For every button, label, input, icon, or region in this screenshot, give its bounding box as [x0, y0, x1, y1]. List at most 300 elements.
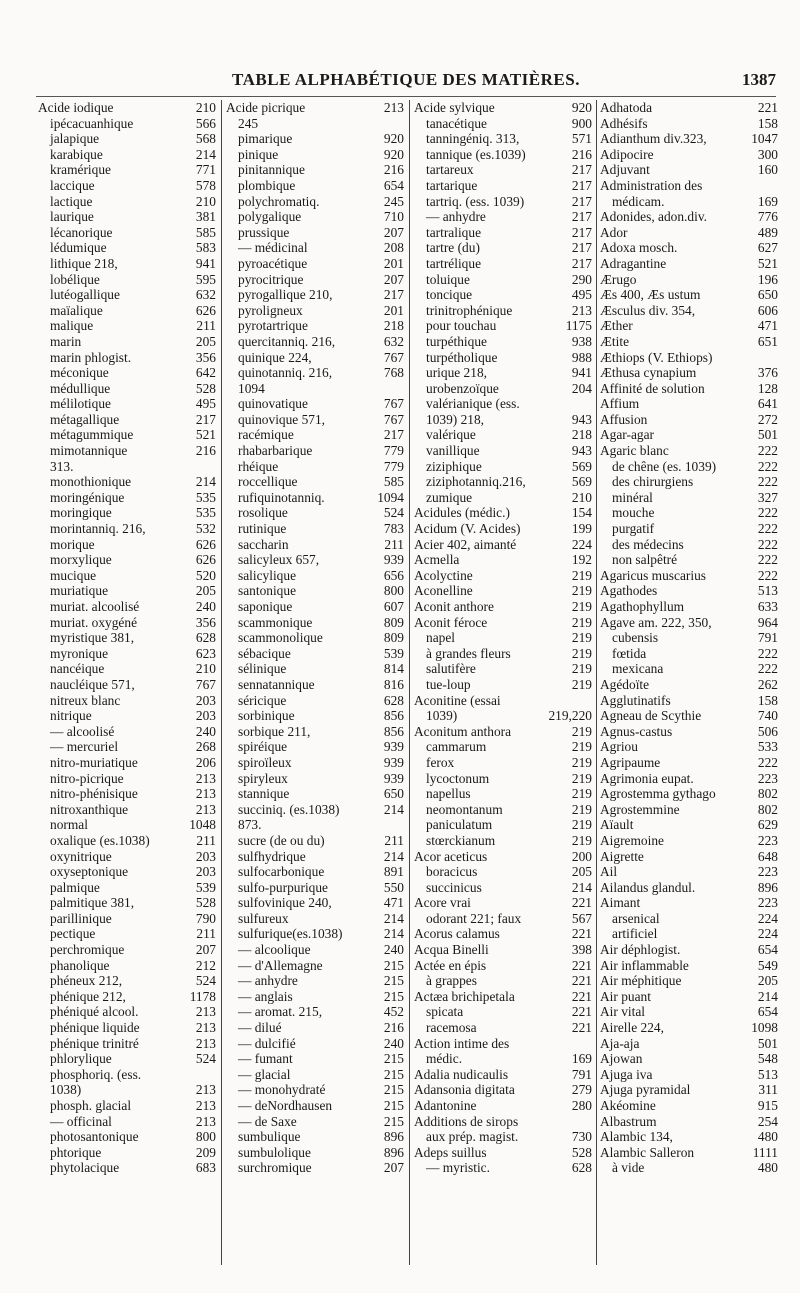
index-entry — [600, 427, 780, 443]
index-entry — [38, 771, 218, 787]
entry-page: 213 — [383, 100, 404, 115]
entry-term: 1039) — [426, 708, 458, 724]
index-entry — [226, 490, 406, 506]
entry-page: 218 — [383, 318, 404, 334]
entry-term: aux prép. magist. — [426, 1129, 519, 1145]
entry-page: 528 — [195, 380, 216, 396]
index-entry — [38, 599, 218, 615]
entry-term: moringénique — [50, 489, 125, 505]
index-entry — [600, 864, 780, 880]
entry-page: 920 — [383, 146, 404, 162]
entry-term: sulfovinique 240, — [238, 895, 332, 911]
entry-term: Acmella — [414, 552, 460, 568]
index-entry — [38, 958, 218, 974]
entry-term: lycoctonum — [426, 770, 490, 786]
entry-page: 988 — [571, 349, 592, 365]
index-entry — [600, 646, 780, 662]
entry-term: Airelle 224, — [600, 1020, 664, 1036]
index-entry — [226, 630, 406, 646]
entry-page: 528 — [571, 1144, 592, 1160]
index-entry — [414, 287, 594, 303]
entry-page: 207 — [195, 942, 216, 958]
index-entry — [600, 396, 780, 412]
entry-page: 196 — [757, 271, 778, 287]
entry-page: 628 — [195, 630, 216, 646]
index-entry — [600, 942, 780, 958]
entry-page: 550 — [383, 879, 404, 895]
entry-term: sulfo-purpurique — [238, 879, 328, 895]
entry-term: Adhésifs — [600, 115, 648, 131]
index-entry — [600, 381, 780, 397]
index-entry — [226, 225, 406, 241]
entry-page: 219 — [571, 739, 592, 755]
entry-term: sorbinique — [238, 708, 295, 724]
entry-term: laurique — [50, 209, 94, 225]
index-entry — [226, 178, 406, 194]
entry-term: Alambic 134, — [600, 1129, 673, 1145]
entry-term: Aconit anthore — [414, 599, 494, 614]
entry-page: 585 — [195, 224, 216, 240]
index-entry — [600, 474, 780, 490]
entry-page: 205 — [195, 583, 216, 599]
index-entry — [600, 849, 780, 865]
entry-page: 199 — [571, 521, 592, 537]
entry-term: Agglutinatifs — [600, 692, 671, 708]
index-entry — [38, 318, 218, 334]
entry-term: valérianique (ess. — [426, 396, 520, 412]
entry-term: Agar-agar — [600, 427, 655, 443]
entry-term: Adragantine — [600, 255, 667, 271]
index-entry — [38, 1145, 218, 1161]
index-entry — [226, 739, 406, 755]
entry-term: plombique — [238, 177, 296, 193]
entry-term: morique — [50, 536, 95, 552]
entry-page: 311 — [758, 1082, 778, 1098]
index-entry — [38, 240, 218, 256]
index-entry — [600, 583, 780, 599]
index-entry — [226, 381, 406, 397]
index-entry — [38, 100, 218, 116]
entry-page: 495 — [571, 287, 592, 303]
entry-term: salicylique — [238, 567, 297, 583]
entry-term: ziziphotanniq.216, — [426, 474, 526, 490]
entry-page: 654 — [757, 942, 778, 958]
index-entry — [38, 1098, 218, 1114]
entry-page: 1098 — [751, 1020, 778, 1036]
index-entry — [414, 505, 594, 521]
index-entry — [600, 895, 780, 911]
entry-page: 710 — [383, 209, 404, 225]
entry-term: polygalique — [238, 209, 302, 225]
index-entry — [414, 334, 594, 350]
entry-term: mucique — [50, 567, 97, 583]
entry-term: 1038) — [50, 1082, 82, 1098]
entry-page: 268 — [195, 739, 216, 755]
entry-page: 941 — [195, 255, 216, 271]
entry-term: odorant 221; faux — [426, 910, 522, 926]
entry-page: 217 — [571, 255, 592, 271]
entry-term: — médicinal — [238, 240, 308, 256]
entry-term: Ajuga pyramidal — [600, 1082, 691, 1098]
entry-term: Ærugo — [600, 271, 637, 287]
index-entry — [38, 505, 218, 521]
index-entry — [600, 1004, 780, 1020]
entry-term: pinitannique — [238, 162, 305, 178]
entry-page: 524 — [195, 973, 216, 989]
index-entry — [414, 880, 594, 896]
entry-page: 245 — [383, 193, 404, 209]
entry-page: 200 — [571, 848, 592, 864]
index-entry — [38, 739, 218, 755]
index-entry — [600, 911, 780, 927]
index-entry — [414, 1129, 594, 1145]
index-entry — [414, 895, 594, 911]
entry-page: 272 — [757, 411, 778, 427]
index-entry — [226, 1145, 406, 1161]
index-entry — [38, 427, 218, 443]
entry-term: 873. — [238, 817, 262, 833]
index-column-1 — [38, 100, 218, 1270]
entry-term: quinotanniq. 216, — [238, 365, 333, 381]
index-entry — [414, 693, 594, 709]
header-rule — [36, 96, 776, 97]
index-entry — [226, 1129, 406, 1145]
entry-term: marin phlogist. — [50, 349, 132, 365]
entry-page: 489 — [757, 224, 778, 240]
entry-term: tartre (du) — [426, 240, 480, 256]
entry-term: Acier 402, aimanté — [414, 536, 517, 552]
index-entry — [414, 240, 594, 256]
index-entry — [414, 256, 594, 272]
entry-page: 648 — [757, 848, 778, 864]
entry-term: Adalia nudicaulis — [414, 1066, 509, 1082]
entry-term: palmitique 381, — [50, 895, 135, 911]
index-entry — [414, 194, 594, 210]
index-entry — [226, 1051, 406, 1067]
index-entry — [414, 958, 594, 974]
entry-term: Acide picrique — [226, 100, 306, 115]
index-entry — [38, 693, 218, 709]
entry-page: 783 — [383, 521, 404, 537]
page-number: 1387 — [742, 70, 776, 89]
entry-page: 915 — [757, 1098, 778, 1113]
entry-term: jalapique — [50, 131, 100, 147]
entry-term: spiroïleux — [238, 754, 292, 770]
entry-page: 217 — [383, 427, 404, 443]
entry-page: 213 — [195, 786, 216, 802]
entry-term: fœtida — [612, 645, 647, 661]
entry-term: parillinique — [50, 910, 112, 926]
index-entry — [226, 771, 406, 787]
index-entry — [38, 194, 218, 210]
index-entry — [226, 864, 406, 880]
entry-page: 223 — [757, 832, 778, 848]
index-entry — [38, 521, 218, 537]
entry-page: 207 — [383, 1160, 404, 1176]
index-entry — [414, 318, 594, 334]
entry-page: 1048 — [189, 817, 216, 833]
entry-term: lithique 218, — [50, 255, 118, 271]
entry-page: 650 — [383, 786, 404, 802]
entry-term: lobélique — [50, 271, 100, 287]
index-entry — [414, 1098, 594, 1114]
entry-page: 222 — [757, 458, 778, 474]
index-entry — [226, 147, 406, 163]
index-entry — [38, 1129, 218, 1145]
entry-page: 224 — [757, 910, 778, 926]
entry-page: 209 — [195, 1144, 216, 1160]
entry-term: Adantonine — [414, 1098, 477, 1113]
index-entry — [226, 537, 406, 553]
index-entry — [414, 490, 594, 506]
index-entry — [600, 552, 780, 568]
entry-page: 219 — [571, 630, 592, 646]
entry-term: surchromique — [238, 1160, 312, 1176]
entry-page: 767 — [383, 349, 404, 365]
entry-term: tanningéniq. 313, — [426, 131, 520, 147]
entry-term: nitro-picrique — [50, 770, 124, 786]
entry-term: Adansonia digitata — [414, 1082, 515, 1098]
entry-page: 201 — [383, 255, 404, 271]
entry-term: phlorylique — [50, 1051, 112, 1067]
entry-term: muriatique — [50, 583, 109, 599]
entry-term: — anglais — [238, 988, 293, 1004]
entry-term: monothionique — [50, 474, 132, 490]
entry-page: 215 — [383, 1113, 404, 1129]
entry-page: 219 — [571, 583, 592, 599]
index-entry — [600, 739, 780, 755]
index-entry — [600, 973, 780, 989]
index-entry — [414, 864, 594, 880]
entry-page: 160 — [757, 162, 778, 178]
index-entry — [38, 209, 218, 225]
index-entry — [226, 661, 406, 677]
entry-term: Æthiops (V. Ethiops) — [600, 349, 713, 365]
entry-page: 1178 — [189, 988, 216, 1004]
index-entry — [226, 1082, 406, 1098]
entry-page: 206 — [195, 754, 216, 770]
entry-term: Acorus calamus — [414, 926, 500, 942]
index-entry — [600, 817, 780, 833]
entry-term: à vide — [612, 1160, 645, 1176]
index-entry — [414, 802, 594, 818]
index-entry — [600, 1098, 780, 1114]
index-entry — [600, 303, 780, 319]
entry-term: toluique — [426, 271, 470, 287]
entry-page: 651 — [757, 333, 778, 349]
entry-term: Agrimonia eupat. — [600, 770, 694, 786]
entry-page: 214 — [383, 848, 404, 864]
entry-page: 203 — [195, 692, 216, 708]
index-entry — [600, 677, 780, 693]
entry-page: 222 — [757, 661, 778, 677]
index-entry — [226, 1160, 406, 1176]
entry-term: Æthusa cynapium — [600, 365, 697, 381]
index-entry — [414, 552, 594, 568]
entry-term: rhabarbarique — [238, 443, 313, 459]
entry-page: 192 — [571, 552, 592, 568]
entry-page: 939 — [383, 739, 404, 755]
entry-term: Æsculus div. 354, — [600, 302, 696, 318]
entry-term: Alambic Salleron — [600, 1144, 695, 1160]
index-entry — [38, 646, 218, 662]
index-entry — [226, 116, 406, 132]
entry-page: 521 — [195, 427, 216, 443]
column-divider — [409, 100, 410, 1265]
index-entry — [414, 1114, 594, 1130]
entry-term: pyrocitrique — [238, 271, 304, 287]
index-entry — [414, 521, 594, 537]
entry-term: prussique — [238, 224, 290, 240]
index-entry — [600, 958, 780, 974]
index-column-3 — [414, 100, 594, 1270]
entry-page: 452 — [383, 1004, 404, 1020]
entry-term: nitroxanthique — [50, 801, 129, 817]
entry-page: 214 — [571, 879, 592, 895]
entry-page: 221 — [571, 1020, 592, 1036]
entry-page: 219 — [571, 786, 592, 802]
entry-term: myristique 381, — [50, 630, 135, 646]
entry-term: rhéique — [238, 458, 279, 474]
entry-term: Air inflammable — [600, 957, 689, 973]
column-divider — [596, 100, 597, 1265]
entry-term: sumbulique — [238, 1129, 301, 1145]
entry-page: 205 — [195, 333, 216, 349]
entry-term: moringique — [50, 505, 112, 521]
index-entry — [414, 412, 594, 428]
entry-term: de chêne (es. 1039) — [612, 458, 717, 474]
index-entry — [226, 100, 406, 116]
index-entry — [226, 942, 406, 958]
entry-page: 606 — [757, 302, 778, 318]
index-entry — [414, 724, 594, 740]
index-entry — [38, 256, 218, 272]
entry-page: 939 — [383, 770, 404, 786]
entry-term: Acidum (V. Acides) — [414, 521, 521, 537]
entry-page: 650 — [757, 287, 778, 303]
entry-term: neomontanum — [426, 801, 503, 817]
entry-page: 900 — [571, 115, 592, 131]
entry-page: 1111 — [752, 1144, 778, 1160]
entry-term: Agrostemmine — [600, 801, 680, 817]
entry-page: 891 — [383, 864, 404, 880]
index-entry — [38, 880, 218, 896]
index-entry — [38, 895, 218, 911]
entry-term: Agnus-castus — [600, 723, 673, 739]
entry-page: 219 — [571, 801, 592, 817]
entry-term: palmique — [50, 879, 100, 895]
index-entry — [414, 1160, 594, 1176]
entry-term: stannique — [238, 786, 290, 802]
entry-page: 549 — [757, 957, 778, 973]
entry-term: des chirurgiens — [612, 474, 694, 490]
entry-page: 219,220 — [548, 708, 592, 724]
entry-term: cammarum — [426, 739, 487, 755]
entry-term: cubensis — [612, 630, 659, 646]
entry-term: pimarique — [238, 131, 293, 147]
entry-page: 223 — [757, 895, 778, 911]
index-entry — [600, 724, 780, 740]
index-entry — [226, 833, 406, 849]
entry-page: 583 — [195, 240, 216, 256]
index-entry — [38, 1036, 218, 1052]
entry-term: Agaric blanc — [600, 443, 669, 459]
entry-page: 169 — [757, 193, 778, 209]
entry-term: — fumant — [238, 1051, 293, 1067]
entry-term: laccique — [50, 177, 95, 193]
index-entry — [38, 833, 218, 849]
entry-term: maïalique — [50, 302, 103, 318]
index-entry — [600, 537, 780, 553]
entry-term: Acolyctine — [414, 567, 473, 583]
entry-page: 771 — [195, 162, 216, 178]
index-entry — [38, 615, 218, 631]
index-entry — [414, 849, 594, 865]
entry-term: sulfhydrique — [238, 848, 306, 864]
entry-term: morxylique — [50, 552, 112, 568]
index-entry — [414, 1145, 594, 1161]
entry-term: tartareux — [426, 162, 474, 178]
entry-term: — monohydraté — [238, 1082, 326, 1098]
entry-term: phénique 212, — [50, 988, 126, 1004]
index-entry — [226, 599, 406, 615]
entry-page: 222 — [757, 536, 778, 552]
entry-page: 779 — [383, 443, 404, 459]
index-entry — [226, 802, 406, 818]
index-entry — [226, 973, 406, 989]
index-entry — [600, 1082, 780, 1098]
entry-page: 213 — [195, 1113, 216, 1129]
entry-page: 211 — [384, 536, 404, 552]
index-entry — [600, 209, 780, 225]
entry-page: 219 — [571, 614, 592, 630]
entry-term: Adhatoda — [600, 100, 653, 115]
entry-page: 217 — [571, 240, 592, 256]
index-entry — [226, 677, 406, 693]
index-entry — [38, 708, 218, 724]
entry-page: 221 — [571, 1004, 592, 1020]
index-columns — [38, 100, 778, 1270]
index-entry — [600, 693, 780, 709]
index-entry — [38, 724, 218, 740]
entry-page: 207 — [383, 271, 404, 287]
entry-term: muriat. oxygéné — [50, 614, 138, 630]
entry-page: 814 — [383, 661, 404, 677]
entry-page: 776 — [757, 209, 778, 225]
entry-term: napellus — [426, 786, 471, 802]
entry-term: Acqua Binelli — [414, 942, 489, 958]
entry-term: Adonides, adon.div. — [600, 209, 707, 225]
index-entry — [226, 693, 406, 709]
entry-page: 219 — [571, 754, 592, 770]
index-entry — [226, 1004, 406, 1020]
entry-term: arsenical — [612, 910, 660, 926]
entry-page: 214 — [195, 474, 216, 490]
entry-page: 939 — [383, 754, 404, 770]
index-entry — [226, 880, 406, 896]
entry-term: méconique — [50, 365, 109, 381]
entry-page: 222 — [757, 474, 778, 490]
entry-page: 216 — [383, 1020, 404, 1036]
entry-page: 213 — [571, 302, 592, 318]
entry-page: 210 — [195, 100, 216, 115]
entry-page: 654 — [383, 177, 404, 193]
index-entry — [226, 272, 406, 288]
entry-term: spiréique — [238, 739, 288, 755]
index-entry — [414, 926, 594, 942]
entry-page: 495 — [195, 396, 216, 412]
entry-term: pyrotartrique — [238, 318, 308, 334]
